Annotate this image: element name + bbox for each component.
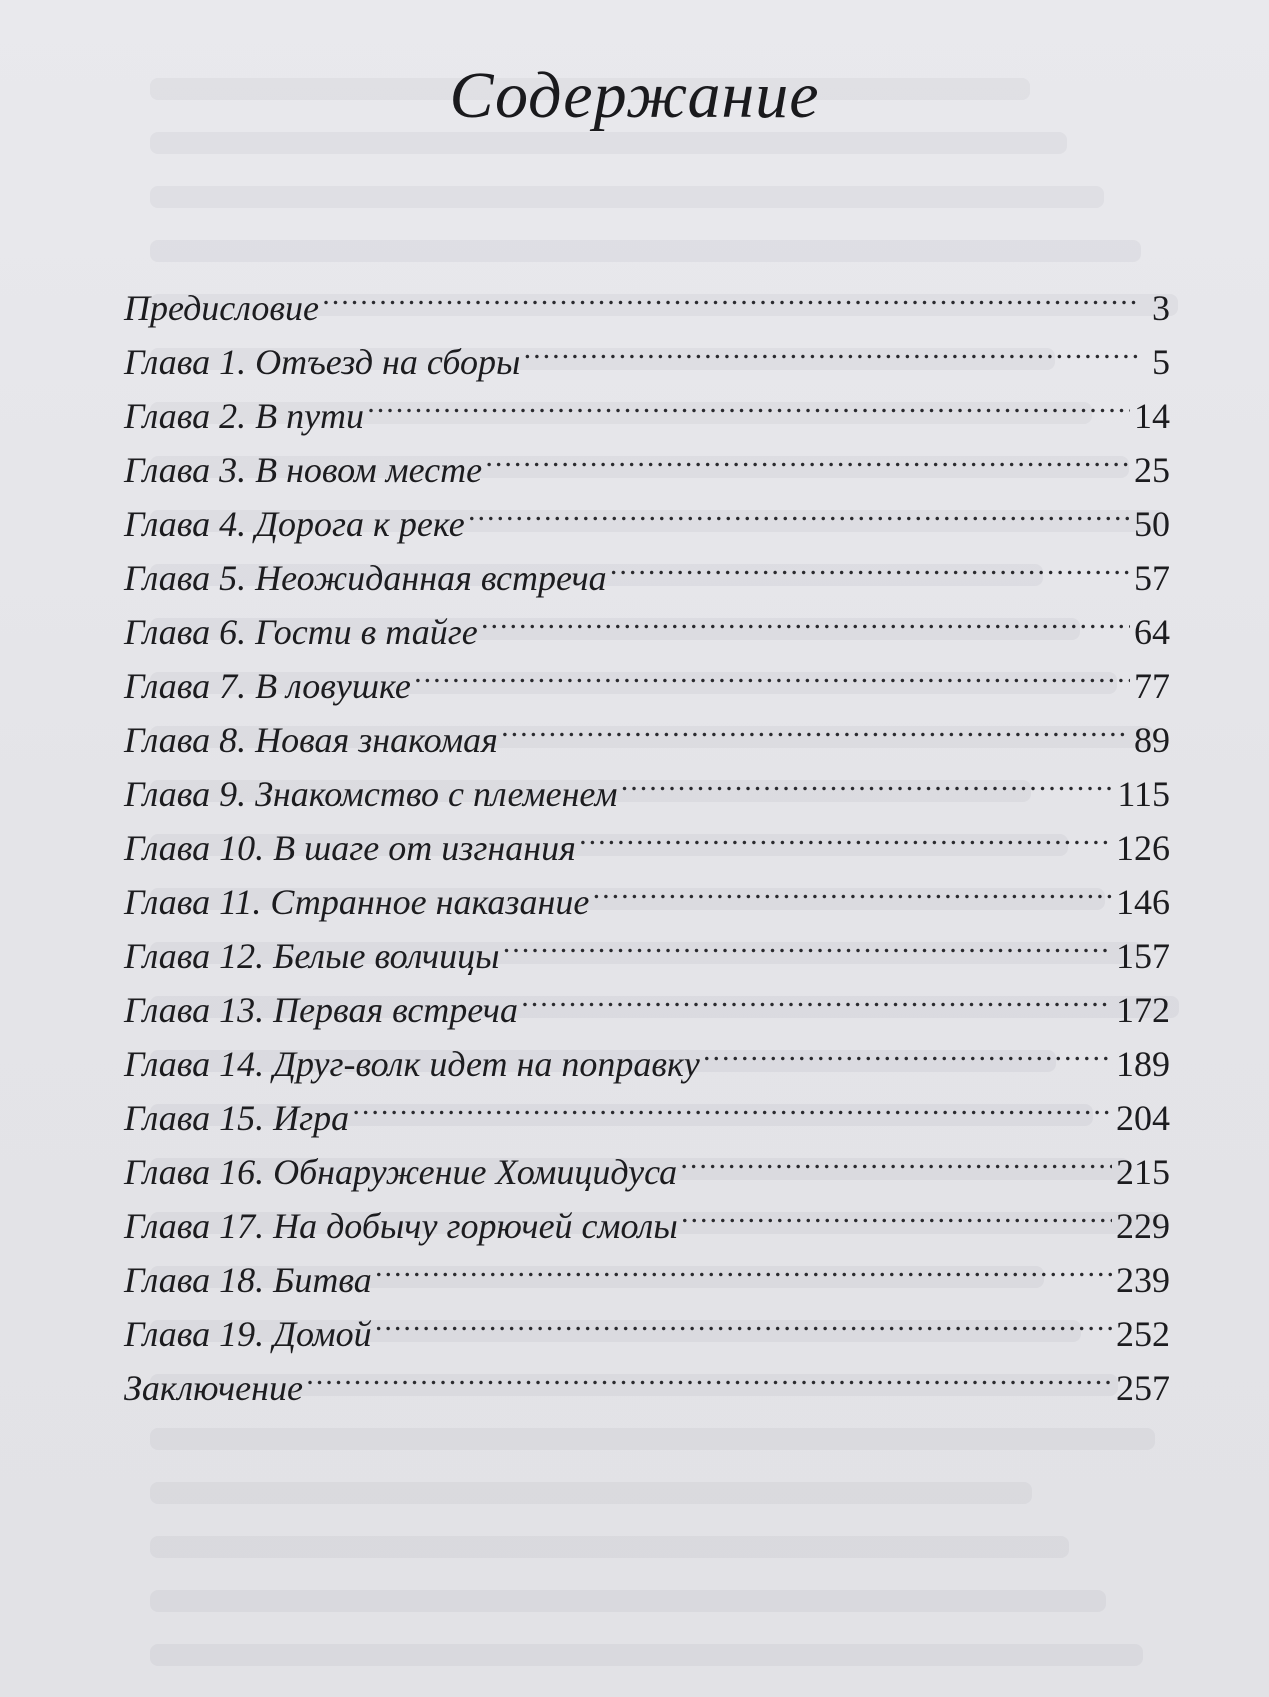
show-through-line — [150, 186, 1104, 208]
dot-leader — [504, 914, 1113, 968]
dot-leader — [482, 590, 1130, 644]
toc-entry-title: Глава 8. Новая знакомая — [124, 720, 498, 760]
dot-leader — [376, 1238, 1112, 1292]
toc-entry-page-number: 229 — [1116, 1206, 1170, 1246]
toc-entry-title: Глава 3. В новом месте — [124, 450, 483, 490]
toc-entry-page-number: 3 — [1152, 288, 1170, 328]
show-through-line — [150, 240, 1141, 262]
show-through-line — [150, 1536, 1069, 1558]
toc-entry-title: Глава 9. Знакомство с племенем — [124, 774, 618, 814]
dot-leader — [368, 374, 1130, 428]
dot-leader — [682, 1184, 1112, 1238]
toc-entry-page-number: 146 — [1116, 882, 1170, 922]
toc-entry-title: Глава 5. Неожиданная встреча — [124, 558, 607, 598]
dot-leader — [376, 1292, 1112, 1346]
dot-leader — [353, 1076, 1112, 1130]
toc-entry-page-number: 50 — [1134, 504, 1170, 544]
toc-entry-title: Глава 17. На добычу горючей смолы — [124, 1206, 678, 1246]
dot-leader — [704, 1022, 1112, 1076]
toc-entry-page-number: 126 — [1116, 828, 1170, 868]
toc-entry-page-number: 14 — [1134, 396, 1170, 436]
dot-leader — [469, 482, 1130, 536]
dot-leader — [622, 752, 1114, 806]
toc-entry-title: Глава 4. Дорога к реке — [124, 504, 465, 544]
toc-entry-title: Глава 16. Обнаружение Хомицидуса — [124, 1152, 678, 1192]
toc-entry-title: Глава 14. Друг-волк идет на поправку — [124, 1044, 700, 1084]
toc-entry-page-number: 215 — [1116, 1152, 1170, 1192]
toc-entry-title: Глава 19. Домой — [124, 1314, 372, 1354]
toc-entry-title: Предисловие — [124, 288, 320, 328]
toc-entry-title: Глава 10. В шаге от изгнания — [124, 828, 576, 868]
dot-leader — [415, 644, 1130, 698]
show-through-line — [150, 1482, 1032, 1504]
toc-entry-page-number: 252 — [1116, 1314, 1170, 1354]
dot-leader — [611, 536, 1130, 590]
toc-entry-title: Глава 11. Странное наказание — [124, 882, 590, 922]
toc-entry-title: Глава 13. Первая встреча — [124, 990, 518, 1030]
dot-leader — [486, 428, 1130, 482]
toc-entry-page-number: 172 — [1116, 990, 1170, 1030]
dot-leader — [524, 320, 1138, 374]
toc-entry-title: Глава 1. Отъезд на сборы — [124, 342, 521, 382]
dot-leader — [323, 266, 1138, 320]
toc-entry-page-number: 189 — [1116, 1044, 1170, 1084]
table-of-contents — [124, 266, 1170, 1408]
toc-entry-title: Глава 12. Белые волчицы — [124, 936, 500, 976]
dot-leader — [307, 1346, 1112, 1400]
toc-entry-title: Глава 15. Игра — [124, 1098, 350, 1138]
toc-entry-page-number: 89 — [1134, 720, 1170, 760]
page-title: Содержание — [449, 59, 820, 132]
toc-entry-page-number: 239 — [1116, 1260, 1170, 1300]
toc-entry-page-number: 204 — [1116, 1098, 1170, 1138]
toc-entry-page-number: 77 — [1134, 666, 1170, 706]
toc-entry-page-number: 157 — [1116, 936, 1170, 976]
dot-leader — [502, 698, 1130, 752]
dot-leader — [522, 968, 1112, 1022]
toc-entry-page-number: 57 — [1134, 558, 1170, 598]
toc-entry-page-number: 5 — [1152, 342, 1170, 382]
dot-leader — [593, 860, 1112, 914]
toc-entry-page-number: 115 — [1117, 774, 1170, 814]
show-through-line — [150, 1644, 1143, 1666]
toc-entry-title: Глава 18. Битва — [124, 1260, 372, 1300]
dot-leader — [580, 806, 1112, 860]
show-through-line — [150, 1428, 1155, 1450]
toc-entry-title: Глава 6. Гости в тайге — [124, 612, 478, 652]
toc-entry-title: Глава 7. В ловушке — [124, 666, 411, 706]
toc-entry-page-number: 64 — [1134, 612, 1170, 652]
toc-entry-page-number: 257 — [1116, 1368, 1170, 1408]
dot-leader — [681, 1130, 1112, 1184]
show-through-line — [150, 132, 1067, 154]
toc-entry-title: Заключение — [124, 1368, 303, 1408]
toc-entry-page-number: 25 — [1134, 450, 1170, 490]
show-through-line — [150, 1590, 1106, 1612]
toc-entry — [124, 266, 1170, 328]
toc-entry-title: Глава 2. В пути — [124, 396, 365, 436]
